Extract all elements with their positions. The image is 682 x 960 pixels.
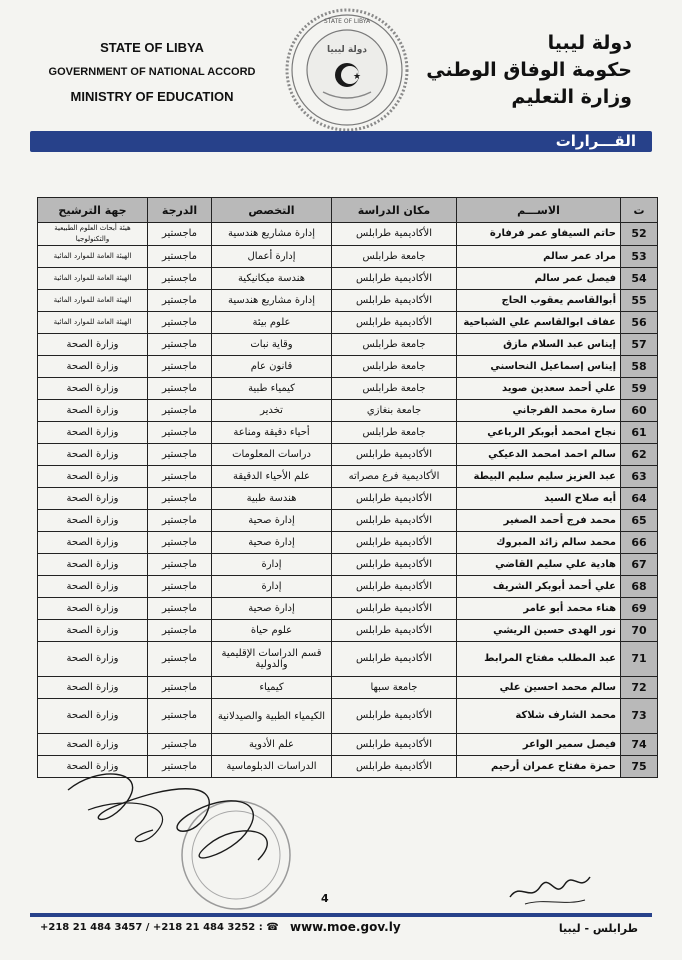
- row-study-place: الأكاديمية طرابلس: [332, 532, 457, 554]
- footer-website[interactable]: www.moe.gov.ly: [290, 920, 401, 934]
- table-row: [38, 510, 658, 532]
- row-degree: ماجستير: [148, 378, 212, 400]
- row-serial: 63: [621, 466, 658, 488]
- table-row: [38, 246, 658, 268]
- row-specialization: هندسة ميكانيكية: [212, 268, 332, 290]
- row-nominator: وزارة الصحة: [38, 620, 148, 642]
- row-specialization: قانون عام: [212, 356, 332, 378]
- row-study-place: الأكاديمية طرابلس: [332, 642, 457, 677]
- row-serial: 73: [621, 699, 658, 734]
- row-specialization: كيمياء طبية: [212, 378, 332, 400]
- row-study-place: الأكاديمية طرابلس: [332, 488, 457, 510]
- row-specialization: أحياء دقيقة ومناعة: [212, 422, 332, 444]
- row-name: عفاف ابوالقاسم علي الشباحية: [457, 312, 621, 334]
- table-row: [38, 598, 658, 620]
- row-serial: 58: [621, 356, 658, 378]
- table-row: [38, 466, 658, 488]
- row-nominator: الهيئة العامة للموارد المائية: [38, 246, 148, 268]
- row-degree: ماجستير: [148, 488, 212, 510]
- header-serial: ت: [621, 198, 658, 223]
- row-serial: 61: [621, 422, 658, 444]
- row-serial: 72: [621, 677, 658, 699]
- row-nominator: وزارة الصحة: [38, 642, 148, 677]
- row-nominator: وزارة الصحة: [38, 554, 148, 576]
- row-name: فيصل سمير الواعر: [457, 734, 621, 756]
- row-specialization: إدارة مشاريع هندسية: [212, 223, 332, 246]
- row-degree: ماجستير: [148, 334, 212, 356]
- row-study-place: جامعة طرابلس: [332, 246, 457, 268]
- table-row: [38, 620, 658, 642]
- table-row: [38, 334, 658, 356]
- row-specialization: هندسة طبية: [212, 488, 332, 510]
- seal-top-text: STATE OF LIBYA: [323, 18, 371, 25]
- row-specialization: إدارة: [212, 576, 332, 598]
- row-nominator: وزارة الصحة: [38, 598, 148, 620]
- row-degree: ماجستير: [148, 510, 212, 532]
- table-row: [38, 223, 658, 246]
- row-specialization: قسم الدراسات الإقليمية والدولية: [212, 642, 332, 677]
- row-serial: 69: [621, 598, 658, 620]
- banner-title: القـــرارات: [555, 132, 636, 150]
- table-row: [38, 312, 658, 334]
- row-specialization: تخدير: [212, 400, 332, 422]
- table-header-row: [38, 198, 658, 223]
- table-row: [38, 488, 658, 510]
- row-nominator: وزارة الصحة: [38, 422, 148, 444]
- header-en-state: STATE OF LIBYA: [100, 40, 204, 55]
- row-serial: 75: [621, 756, 658, 778]
- row-name: عبد المطلب مفتاح المرابط: [457, 642, 621, 677]
- row-name: سالم محمد احسين علي: [457, 677, 621, 699]
- table-row: [38, 554, 658, 576]
- row-study-place: جامعة بنغازي: [332, 400, 457, 422]
- row-degree: ماجستير: [148, 576, 212, 598]
- candidates-table: [37, 197, 658, 778]
- row-nominator: وزارة الصحة: [38, 378, 148, 400]
- row-specialization: الكيمياء الطبية والصيدلانية: [212, 699, 332, 734]
- row-serial: 59: [621, 378, 658, 400]
- row-nominator: وزارة الصحة: [38, 756, 148, 778]
- row-degree: ماجستير: [148, 356, 212, 378]
- row-name: سارة محمد الفرجاني: [457, 400, 621, 422]
- row-specialization: دراسات المعلومات: [212, 444, 332, 466]
- page-number: 4: [321, 892, 329, 905]
- header-nominator: جهة الترشيح: [38, 198, 148, 223]
- row-nominator: هيئة أبحاث العلوم الطبيعية والتكنولوجيا: [38, 223, 148, 246]
- row-serial: 67: [621, 554, 658, 576]
- decisions-banner: [30, 131, 652, 152]
- row-study-place: الأكاديمية طرابلس: [332, 554, 457, 576]
- row-name: عبد العزيز سليم سليم البيطة: [457, 466, 621, 488]
- footer-phone: +218 21 484 3457 / +218 21 484 3252 : ☎: [40, 922, 279, 933]
- row-nominator: وزارة الصحة: [38, 466, 148, 488]
- row-study-place: الأكاديمية طرابلس: [332, 734, 457, 756]
- row-study-place: الأكاديمية طرابلس: [332, 268, 457, 290]
- row-degree: ماجستير: [148, 290, 212, 312]
- row-name: نجاح امحمد أبوبكر الرباعي: [457, 422, 621, 444]
- row-serial: 70: [621, 620, 658, 642]
- row-degree: ماجستير: [148, 642, 212, 677]
- row-degree: ماجستير: [148, 620, 212, 642]
- row-specialization: علم الأحياء الدقيقة: [212, 466, 332, 488]
- row-specialization: علوم حياة: [212, 620, 332, 642]
- table-row: [38, 356, 658, 378]
- row-serial: 68: [621, 576, 658, 598]
- row-degree: ماجستير: [148, 699, 212, 734]
- row-specialization: إدارة مشاريع هندسية: [212, 290, 332, 312]
- row-serial: 56: [621, 312, 658, 334]
- row-degree: ماجستير: [148, 466, 212, 488]
- row-study-place: الأكاديمية طرابلس: [332, 312, 457, 334]
- row-nominator: وزارة الصحة: [38, 400, 148, 422]
- row-degree: ماجستير: [148, 598, 212, 620]
- row-serial: 64: [621, 488, 658, 510]
- row-serial: 66: [621, 532, 658, 554]
- row-serial: 71: [621, 642, 658, 677]
- row-nominator: وزارة الصحة: [38, 734, 148, 756]
- row-specialization: كيمياء: [212, 677, 332, 699]
- row-degree: ماجستير: [148, 246, 212, 268]
- row-name: سالم احمد امحمد الدعيكي: [457, 444, 621, 466]
- table-row: [38, 378, 658, 400]
- table-row: [38, 734, 658, 756]
- row-nominator: الهيئة العامة للموارد المائية: [38, 290, 148, 312]
- table-row: [38, 444, 658, 466]
- row-nominator: الهيئة العامة للموارد المائية: [38, 268, 148, 290]
- row-specialization: الدراسات الدبلوماسية: [212, 756, 332, 778]
- row-name: مراد عمر سالم: [457, 246, 621, 268]
- row-specialization: إدارة أعمال: [212, 246, 332, 268]
- row-name: هادية علي سليم القاضي: [457, 554, 621, 576]
- table-row: [38, 756, 658, 778]
- row-degree: ماجستير: [148, 312, 212, 334]
- table-row: [38, 677, 658, 699]
- table-row: [38, 268, 658, 290]
- row-study-place: الأكاديمية طرابلس: [332, 699, 457, 734]
- row-name: حمزة مفتاح عمران أرحيم: [457, 756, 621, 778]
- table-row: [38, 290, 658, 312]
- row-degree: ماجستير: [148, 734, 212, 756]
- row-nominator: وزارة الصحة: [38, 488, 148, 510]
- row-specialization: علوم بيئة: [212, 312, 332, 334]
- row-study-place: الأكاديمية فرع مصراته: [332, 466, 457, 488]
- table-row: [38, 699, 658, 734]
- row-nominator: وزارة الصحة: [38, 532, 148, 554]
- row-degree: ماجستير: [148, 268, 212, 290]
- row-name: محمد فرج أحمد الصغير: [457, 510, 621, 532]
- svg-text:★: ★: [352, 72, 362, 82]
- row-study-place: جامعة طرابلس: [332, 378, 457, 400]
- header-ar-government: حكومة الوفاق الوطني: [426, 59, 632, 81]
- header-ar-state: دولة ليبيا: [547, 32, 632, 54]
- row-degree: ماجستير: [148, 677, 212, 699]
- table-row: [38, 642, 658, 677]
- row-specialization: إدارة صحية: [212, 532, 332, 554]
- row-serial: 62: [621, 444, 658, 466]
- row-study-place: الأكاديمية طرابلس: [332, 598, 457, 620]
- row-name: إيناس إسماعيل النحاسني: [457, 356, 621, 378]
- row-nominator: وزارة الصحة: [38, 677, 148, 699]
- row-serial: 65: [621, 510, 658, 532]
- header-arabic: [426, 30, 632, 111]
- row-specialization: وقاية نبات: [212, 334, 332, 356]
- row-nominator: الهيئة العامة للموارد المائية: [38, 312, 148, 334]
- row-specialization: إدارة صحية: [212, 598, 332, 620]
- header-name: الاســـم: [457, 198, 621, 223]
- signature-stamp: [58, 760, 298, 920]
- handwritten-signature: [505, 862, 595, 912]
- table-row: [38, 422, 658, 444]
- footer-city: طرابلس - ليبيا: [558, 922, 638, 935]
- row-degree: ماجستير: [148, 532, 212, 554]
- row-name: أيه صلاح السيد: [457, 488, 621, 510]
- row-name: علي أحمد سعدين صويد: [457, 378, 621, 400]
- header-degree: الدرجة: [148, 198, 212, 223]
- row-serial: 52: [621, 223, 658, 246]
- government-seal: [285, 8, 409, 132]
- row-specialization: إدارة: [212, 554, 332, 576]
- row-nominator: وزارة الصحة: [38, 576, 148, 598]
- row-specialization: إدارة صحية: [212, 510, 332, 532]
- row-name: نور الهدى حسين الريشي: [457, 620, 621, 642]
- table-row: [38, 400, 658, 422]
- row-degree: ماجستير: [148, 223, 212, 246]
- row-nominator: وزارة الصحة: [38, 510, 148, 532]
- row-serial: 54: [621, 268, 658, 290]
- row-name: محمد الشارف شلاكة: [457, 699, 621, 734]
- row-serial: 74: [621, 734, 658, 756]
- row-study-place: جامعة طرابلس: [332, 356, 457, 378]
- row-degree: ماجستير: [148, 400, 212, 422]
- header-specialization: التخصص: [212, 198, 332, 223]
- row-study-place: الأكاديمية طرابلس: [332, 223, 457, 246]
- row-nominator: وزارة الصحة: [38, 699, 148, 734]
- header-study-place: مكان الدراسة: [332, 198, 457, 223]
- header-ar-ministry: وزارة التعليم: [511, 86, 632, 108]
- row-study-place: جامعة طرابلس: [332, 334, 457, 356]
- row-name: إيناس عبد السلام مازق: [457, 334, 621, 356]
- row-study-place: الأكاديمية طرابلس: [332, 756, 457, 778]
- row-serial: 53: [621, 246, 658, 268]
- row-study-place: الأكاديمية طرابلس: [332, 576, 457, 598]
- row-name: فيصل عمر سالم: [457, 268, 621, 290]
- row-study-place: جامعة طرابلس: [332, 422, 457, 444]
- row-degree: ماجستير: [148, 444, 212, 466]
- table-row: [38, 576, 658, 598]
- footer-divider: [30, 913, 652, 917]
- header-en-ministry: MINISTRY OF EDUCATION: [70, 89, 234, 104]
- row-degree: ماجستير: [148, 756, 212, 778]
- row-name: أبوالقاسم يعقوب الحاج: [457, 290, 621, 312]
- row-nominator: وزارة الصحة: [38, 444, 148, 466]
- row-name: هناء محمد أبو عامر: [457, 598, 621, 620]
- seal-center-text: دولة ليبيا: [327, 45, 367, 55]
- row-degree: ماجستير: [148, 554, 212, 576]
- row-study-place: الأكاديمية طرابلس: [332, 510, 457, 532]
- header-english: [34, 40, 270, 104]
- row-name: علي أحمد أبوبكر الشريف: [457, 576, 621, 598]
- row-serial: 60: [621, 400, 658, 422]
- row-nominator: وزارة الصحة: [38, 334, 148, 356]
- header-en-government: GOVERNMENT OF NATIONAL ACCORD: [48, 66, 256, 78]
- row-name: حاتم السيفاو عمر فرفارة: [457, 223, 621, 246]
- row-study-place: الأكاديمية طرابلس: [332, 290, 457, 312]
- row-study-place: جامعة سبها: [332, 677, 457, 699]
- row-serial: 55: [621, 290, 658, 312]
- row-name: محمد سالم زائد المبروك: [457, 532, 621, 554]
- row-serial: 57: [621, 334, 658, 356]
- row-degree: ماجستير: [148, 422, 212, 444]
- row-study-place: الأكاديمية طرابلس: [332, 620, 457, 642]
- table-row: [38, 532, 658, 554]
- row-study-place: الأكاديمية طرابلس: [332, 444, 457, 466]
- row-specialization: علم الأدوية: [212, 734, 332, 756]
- row-nominator: وزارة الصحة: [38, 356, 148, 378]
